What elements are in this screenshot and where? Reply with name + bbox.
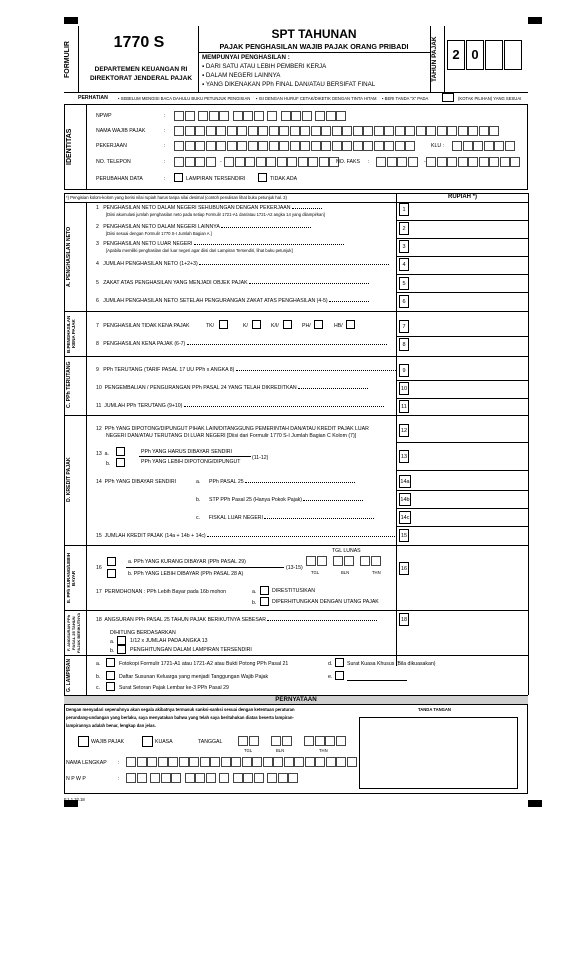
char-cell[interactable] <box>185 773 195 783</box>
char-cell[interactable] <box>374 126 384 136</box>
char-cell[interactable] <box>269 126 279 136</box>
tax-year-digit[interactable]: 0 <box>466 40 484 70</box>
no-change-checkbox[interactable] <box>258 173 267 182</box>
char-cell[interactable] <box>248 126 258 136</box>
line-16a-label: a. PPh YANG KURANG DIBAYAR (PPh PASAL 29) <box>128 559 246 565</box>
registration-mark <box>528 17 542 24</box>
notice-item: (KOTAK PILIHAN) YANG SESUAI <box>458 96 522 101</box>
basis-a-label: 1/12 x JUMLAH PADA ANGKA 13 <box>130 638 208 644</box>
sample-checkbox <box>442 93 454 102</box>
char-cell[interactable] <box>126 757 136 767</box>
tax-year-digit[interactable] <box>485 40 503 70</box>
char-cell[interactable] <box>305 757 315 767</box>
char-cell[interactable] <box>219 111 229 121</box>
char-cell[interactable] <box>336 757 346 767</box>
department: DEPARTEMEN KEUANGAN RI <box>94 66 188 73</box>
char-cell[interactable] <box>209 111 219 121</box>
npwp-label: NPWP <box>96 113 112 119</box>
char-cell[interactable] <box>266 157 276 167</box>
line-18-number: 18 <box>399 613 409 626</box>
char-cell[interactable] <box>254 773 264 783</box>
line-3-label: 3 PENGHASILAN NETO LUAR NEGERI <box>96 241 344 247</box>
line-12-label-cont: NEGERI DAN/ATAU TERUTANG DI LUAR NEGERI [Diisi dari Formulir 1770 S-I Jumlah Bagian C Kolom (7)] <box>106 433 357 439</box>
char-cell[interactable] <box>291 111 301 121</box>
refund-label: DIRESTITUSIKAN <box>272 588 315 594</box>
char-cell[interactable] <box>479 126 489 136</box>
income-type: ▪ DALAM NEGERI LAINNYA <box>202 72 281 79</box>
char-cell[interactable] <box>279 126 289 136</box>
taxpayer-name-label: NAMA WAJIB PAJAK <box>96 128 146 134</box>
char-cell[interactable] <box>408 157 418 167</box>
statement-text: lampirannya adalah benar, lengkap dan jelas. <box>66 723 156 728</box>
line-11-number: 11 <box>399 400 409 413</box>
char-cell[interactable] <box>185 111 195 121</box>
char-cell[interactable] <box>233 773 243 783</box>
char-cell[interactable] <box>242 757 252 767</box>
char-cell[interactable] <box>256 157 266 167</box>
char-cell[interactable] <box>227 126 237 136</box>
char-cell[interactable] <box>174 141 184 151</box>
char-cell[interactable] <box>304 736 314 746</box>
line-1-note: [Diisi akumulasi jumlah penghasilan neto pada setiap Formulir 1721-A1 dan/atau 1721-A2 angka 14 yang dilampirkan] <box>106 212 325 217</box>
char-cell[interactable] <box>325 736 335 746</box>
line-3-number: 3 <box>399 240 409 253</box>
char-cell[interactable] <box>326 111 336 121</box>
char-cell[interactable] <box>206 157 216 167</box>
refund-checkbox[interactable] <box>260 586 269 595</box>
registration-mark <box>64 17 78 24</box>
char-cell[interactable] <box>505 141 515 151</box>
char-cell[interactable] <box>200 757 210 767</box>
income-type: ▪ DARI SATU ATAU LEBIH PEMBERI KERJA <box>202 63 327 70</box>
statement-text: Dengan menyadari sepenuhnya akan segala akibatnya termasuk sanksi-sanksi sesuai dengan ketentuan peraturan <box>66 707 295 712</box>
char-cell[interactable] <box>287 157 297 167</box>
ptkp-ki-box[interactable] <box>283 320 292 329</box>
char-cell[interactable] <box>306 556 316 566</box>
char-cell[interactable] <box>267 111 277 121</box>
line-1-number: 1 <box>399 203 409 216</box>
char-cell[interactable] <box>363 126 373 136</box>
char-cell[interactable] <box>463 141 473 151</box>
line-11-label: 11 JUMLAH PPh TERUTANG (9+10) <box>96 403 384 409</box>
having-income-label: MEMPUNYAI PENGHASILAN : <box>202 54 290 61</box>
overpaid-checkbox[interactable] <box>107 569 116 578</box>
char-cell[interactable] <box>510 157 520 167</box>
line-14b-number: 14b <box>399 493 411 506</box>
attachment-a-checkbox[interactable] <box>106 658 115 667</box>
line-15-number: 15 <box>399 529 409 542</box>
attachment-b-checkbox[interactable] <box>106 671 115 680</box>
attachment-c-label: Surat Setoran Pajak Lembar ke-3 PPh Pasal 29 <box>119 685 229 691</box>
line-10-label: 10 PENGEMBALIAN / PENGURANGAN PPh PASAL 24 YANG TELAH DIKREDITKAN <box>96 385 368 391</box>
char-cell[interactable] <box>150 773 160 783</box>
char-cell[interactable] <box>206 773 216 783</box>
section-f-label: F. ANGSURAN PPh PASAL 25 TAHUN PAJAK BERIKUTNYA <box>66 612 81 654</box>
taxpayer-label: WAJIB PAJAK <box>91 739 125 745</box>
identity-section-label: IDENTITAS <box>66 128 73 166</box>
line-9-label: 9 PPh TERUTANG (TARIF PASAL 17 UU PPh x ANGKA 8) <box>96 367 396 373</box>
tax-year-label: TAHUN PAJAK <box>431 36 438 82</box>
char-cell[interactable] <box>447 157 457 167</box>
ptkp-tk-box[interactable] <box>219 320 228 329</box>
char-cell[interactable] <box>174 126 184 136</box>
char-cell[interactable] <box>290 141 300 151</box>
char-cell[interactable] <box>185 141 195 151</box>
line-4-number: 4 <box>399 258 409 271</box>
section-d-label: D. KREDIT PAJAK <box>66 457 72 503</box>
char-cell[interactable] <box>315 111 325 121</box>
form-title: SPT TAHUNAN <box>271 27 357 41</box>
line-12-number: 12 <box>399 424 409 437</box>
npwp-input[interactable] <box>174 111 347 121</box>
line-2-number: 2 <box>399 222 409 235</box>
date-label: TANGGAL <box>198 739 223 745</box>
calculation-basis-label: DIHITUNG BERDASARKAN <box>110 630 176 636</box>
line-10-number: 10 <box>399 382 409 395</box>
proxy-checkbox[interactable] <box>142 736 153 747</box>
section-g-label: G. LAMPIRAN <box>66 658 72 692</box>
section-a-label: A. PENGHASILAN NETO <box>66 226 72 288</box>
line-13-calc: (11-12) <box>252 455 269 461</box>
line-16b-label: b. PPh YANG LEBIH DIBAYAR (PPh PASAL 28 A) <box>128 571 244 577</box>
char-cell[interactable] <box>267 773 277 783</box>
char-cell[interactable] <box>263 757 273 767</box>
char-cell[interactable] <box>489 126 499 136</box>
char-cell[interactable] <box>290 126 300 136</box>
line-6-label: 6 JUMLAH PENGHASILAN NETO SETELAH PENGURANGAN ZAKAT ATAS PENGHASILAN (4-5) <box>96 298 369 304</box>
line-7-label: 7 PENGHASILAN TIDAK KENA PAJAK <box>96 323 190 329</box>
char-cell[interactable] <box>216 141 226 151</box>
line-16-calc: (13-15) <box>286 565 303 571</box>
char-cell[interactable] <box>426 126 436 136</box>
line-2-label: 2 PENGHASILAN NETO DALAM NEGERI LAINNYA <box>96 224 311 230</box>
char-cell[interactable] <box>321 141 331 151</box>
char-cell[interactable] <box>248 141 258 151</box>
char-cell[interactable] <box>174 157 184 167</box>
tax-year-digit[interactable] <box>504 40 522 70</box>
line-12-label: 12 PPh YANG DIPOTONG/DIPUNGUT PIHAK LAIN/DITANGGUNG PEMERINTAH DAN/ATAU KREDIT PAJAK LUAR <box>96 426 369 432</box>
line-8-number: 8 <box>399 338 409 351</box>
line-16-number: 16 <box>399 562 409 575</box>
attachment-d-checkbox[interactable] <box>335 658 344 667</box>
statement-text: perundang-undangan yang berlaku, saya menyatakan bahwa yang telah saya beritahukan diatas beserta lampiran- <box>66 715 294 720</box>
char-cell[interactable] <box>271 736 281 746</box>
char-cell[interactable] <box>363 141 373 151</box>
char-cell[interactable] <box>342 126 352 136</box>
taxpayer-checkbox[interactable] <box>78 736 89 747</box>
signature-label: TANDA TANGAN <box>418 707 451 712</box>
char-cell[interactable] <box>479 157 489 167</box>
char-cell[interactable] <box>185 126 195 136</box>
char-cell[interactable] <box>437 126 447 136</box>
line-14b-label: b. STP PPh Pasal 25 (Hanya Pokok Pajak) <box>196 497 363 503</box>
income-type: ▪ YANG DIKENAKAN PPh FINAL DAN/ATAU BERSIFAT FINAL <box>202 81 376 88</box>
char-cell[interactable] <box>416 126 426 136</box>
registration-mark <box>528 800 542 807</box>
char-cell[interactable] <box>484 141 494 151</box>
klu-input[interactable] <box>452 141 515 151</box>
attachment-e-checkbox[interactable] <box>335 671 344 680</box>
char-cell[interactable] <box>353 126 363 136</box>
char-cell[interactable] <box>353 141 363 151</box>
klu-label: KLU : <box>431 143 444 149</box>
line-17-label: 17 PERMOHONAN : PPh Lebih Bayar pada 16b mohon <box>96 589 227 595</box>
char-cell[interactable] <box>395 126 405 136</box>
char-cell[interactable] <box>126 773 136 783</box>
signer-npwp-input[interactable] <box>126 773 299 783</box>
char-cell[interactable] <box>437 157 447 167</box>
char-cell[interactable] <box>219 773 229 783</box>
char-cell[interactable] <box>468 126 478 136</box>
char-cell[interactable] <box>147 757 157 767</box>
char-cell[interactable] <box>168 757 178 767</box>
char-cell[interactable] <box>315 736 325 746</box>
char-cell[interactable] <box>174 111 184 121</box>
char-cell[interactable] <box>376 157 386 167</box>
basis-b-checkbox[interactable] <box>117 645 126 654</box>
char-cell[interactable] <box>500 157 510 167</box>
char-cell[interactable] <box>224 157 234 167</box>
char-cell[interactable] <box>344 556 354 566</box>
payment-date-label: TGL LUNAS <box>332 548 361 554</box>
line-13b-label: PPh YANG LEBIH DIPOTONG/DIPUNGUT <box>141 459 241 465</box>
form-number: 1770 S <box>113 34 165 51</box>
char-cell[interactable] <box>294 757 304 767</box>
occupation-input[interactable] <box>174 141 416 151</box>
char-cell[interactable] <box>494 141 504 151</box>
proxy-label: KUASA <box>155 739 173 745</box>
char-cell[interactable] <box>233 111 243 121</box>
char-cell[interactable] <box>384 141 394 151</box>
line-2-note: [Diisi sesuai dengan Formulir 1770 S-I Jumlah Bagian A ] <box>106 231 212 236</box>
occupation-label: PEKERJAAN <box>96 143 127 149</box>
char-cell[interactable] <box>258 126 268 136</box>
line-1-label: 1 PENGHASILAN NETO DALAM NEGERI SEHUBUNGAN DENGAN PEKERJAAN <box>96 205 322 211</box>
signature-date-input[interactable] <box>238 736 346 746</box>
char-cell[interactable] <box>206 141 216 151</box>
char-cell[interactable] <box>395 141 405 151</box>
line-14a-number: 14a <box>399 475 411 488</box>
line-13-prefix: 13 a. <box>96 451 109 457</box>
signature-box[interactable] <box>359 717 518 789</box>
section-e-label: E. PPh KURANG/LEBIH BAYAR <box>66 553 76 604</box>
line-9-number: 9 <box>399 364 409 377</box>
char-cell[interactable] <box>185 157 195 167</box>
data-change-label: PERUBAHAN DATA <box>96 176 143 182</box>
char-cell[interactable] <box>235 157 245 167</box>
rupiah-header: RUPIAH *) <box>448 194 478 200</box>
char-cell[interactable] <box>302 111 312 121</box>
char-cell[interactable] <box>278 773 288 783</box>
fax-input[interactable] <box>376 157 521 167</box>
tax-payable-checkbox[interactable] <box>116 447 125 456</box>
char-cell[interactable] <box>300 126 310 136</box>
payment-date-input[interactable] <box>306 556 381 566</box>
ptkp-k-box[interactable] <box>252 320 261 329</box>
line-14-label: 14 PPh YANG DIBAYAR SENDIRI <box>96 479 177 485</box>
form-code: F.1.1.32.18 <box>64 797 85 802</box>
char-cell[interactable] <box>206 126 216 136</box>
line-3-note: [Apabila memiliki penghasilan dari luar negeri agar diisi dari Lampiran Tersendiri, lihat buku petunjuk] <box>106 248 293 253</box>
char-cell[interactable] <box>179 757 189 767</box>
char-cell[interactable] <box>473 141 483 151</box>
char-cell[interactable] <box>321 126 331 136</box>
char-cell[interactable] <box>195 773 205 783</box>
offset-label: DIPERHITUNGKAN DENGAN UTANG PAJAK <box>272 599 379 605</box>
tax-overpaid-checkbox[interactable] <box>116 458 125 467</box>
char-cell[interactable] <box>221 757 231 767</box>
line-5-number: 5 <box>399 277 409 290</box>
notice-item: ▪ ISI DENGAN HURUF CETAK/DIKETIK DENGAN TINTA HITAM <box>256 96 377 101</box>
char-cell[interactable] <box>195 141 205 151</box>
line-7-number: 7 <box>399 320 409 333</box>
line-14c-number: 14c <box>399 511 411 524</box>
phone-input[interactable] <box>174 157 340 167</box>
char-cell[interactable] <box>319 157 329 167</box>
char-cell[interactable] <box>489 157 499 167</box>
char-cell[interactable] <box>254 111 264 121</box>
signer-npwp-label: N P W P <box>66 776 86 782</box>
char-cell[interactable] <box>342 141 352 151</box>
char-cell[interactable] <box>269 141 279 151</box>
char-cell[interactable] <box>336 736 346 746</box>
char-cell[interactable] <box>452 141 462 151</box>
char-cell[interactable] <box>300 141 310 151</box>
char-cell[interactable] <box>308 157 318 167</box>
tax-year-digit[interactable]: 2 <box>447 40 465 70</box>
ptkp-ph-box[interactable] <box>314 320 323 329</box>
char-cell[interactable] <box>284 757 294 767</box>
char-cell[interactable] <box>397 157 407 167</box>
notice-bar <box>64 93 528 103</box>
char-cell[interactable] <box>238 736 248 746</box>
char-cell[interactable] <box>171 773 181 783</box>
char-cell[interactable] <box>249 736 259 746</box>
char-cell[interactable] <box>210 757 220 767</box>
phone-label: NO. TELEPON <box>96 159 131 165</box>
char-cell[interactable] <box>360 556 370 566</box>
instruction-note: *) Pengisian kolom-kolom yang berisi nilai rupiah harus tanpa nilai desimal (contoh penulisan lihat buku petunjuk hal. 3) <box>66 195 287 200</box>
char-cell[interactable] <box>333 556 343 566</box>
line-6-number: 6 <box>399 295 409 308</box>
notice-item: ▪ SEBELUM MENGISI BACA DAHULU BUKU PETUNJUK PENGISIAN <box>118 96 251 101</box>
char-cell[interactable] <box>384 126 394 136</box>
char-cell[interactable] <box>216 126 226 136</box>
char-cell[interactable] <box>371 556 381 566</box>
attachment-b-label: Daftar Susunan Keluarga yang menjadi Tanggungan Wajib Pajak <box>119 674 269 680</box>
char-cell[interactable] <box>195 126 205 136</box>
char-cell[interactable] <box>158 757 168 767</box>
char-cell[interactable] <box>227 141 237 151</box>
line-13-number: 13 <box>399 450 409 463</box>
char-cell[interactable] <box>405 141 415 151</box>
char-cell[interactable] <box>277 157 287 167</box>
side-label: FORMULIR <box>64 41 71 79</box>
char-cell[interactable] <box>332 126 342 136</box>
underpaid-checkbox[interactable] <box>107 557 116 566</box>
char-cell[interactable] <box>447 126 457 136</box>
line-8-label: 8 PENGHASILAN KENA PAJAK (6-7) <box>96 341 387 347</box>
form-subtitle: PAJAK PENGHASILAN WAJIB PAJAK ORANG PRIBADI <box>219 42 409 51</box>
line-16-prefix: 16 <box>96 565 102 571</box>
separate-attachment-checkbox[interactable] <box>174 173 183 182</box>
char-cell[interactable] <box>279 141 289 151</box>
char-cell[interactable] <box>315 757 325 767</box>
char-cell[interactable] <box>332 141 342 151</box>
statement-title: PERNYATAAN <box>64 696 528 704</box>
char-cell[interactable] <box>252 757 262 767</box>
ptkp-hb-box[interactable] <box>346 320 355 329</box>
char-cell[interactable] <box>243 111 253 121</box>
char-cell[interactable] <box>387 157 397 167</box>
char-cell[interactable] <box>137 757 147 767</box>
char-cell[interactable] <box>405 126 415 136</box>
char-cell[interactable] <box>317 556 327 566</box>
char-cell[interactable] <box>458 157 468 167</box>
notice-item: ▪ BERI TANDA "X" PADA <box>382 96 429 101</box>
char-cell[interactable] <box>195 157 205 167</box>
taxpayer-name-input[interactable] <box>174 126 500 136</box>
offset-checkbox[interactable] <box>260 597 269 606</box>
char-cell[interactable] <box>237 141 247 151</box>
char-cell[interactable] <box>458 126 468 136</box>
section-b-label: B.PENGHASILAN KENA PAJAK <box>66 315 76 353</box>
attachment-c-checkbox[interactable] <box>106 682 115 691</box>
line-18-label: 18 ANGSURAN PPh PASAL 25 TAHUN PAJAK BERIKUTNYA SEBESAR <box>96 617 377 623</box>
char-cell[interactable] <box>198 111 208 121</box>
char-cell[interactable] <box>298 157 308 167</box>
char-cell[interactable] <box>311 126 321 136</box>
line-14c-label: c. FISKAL LUAR NEGERI <box>196 515 374 521</box>
char-cell[interactable] <box>468 157 478 167</box>
char-cell[interactable] <box>245 157 255 167</box>
full-name-label: NAMA LENGKAP <box>66 760 107 766</box>
char-cell[interactable] <box>282 736 292 746</box>
full-name-input[interactable] <box>126 757 357 767</box>
directorate: DIREKTORAT JENDERAL PAJAK <box>89 75 193 82</box>
char-cell[interactable] <box>189 757 199 767</box>
char-cell[interactable] <box>258 141 268 151</box>
char-cell[interactable] <box>347 757 357 767</box>
basis-a-checkbox[interactable] <box>117 636 126 645</box>
line-13a-label: PPh YANG HARUS DIBAYAR SENDIRI <box>141 449 232 455</box>
basis-b-label: PENGHITUNGAN DALAM LAMPIRAN TERSENDIRI <box>130 647 252 653</box>
char-cell[interactable] <box>374 141 384 151</box>
char-cell[interactable] <box>326 757 336 767</box>
char-cell[interactable] <box>426 157 436 167</box>
char-cell[interactable] <box>237 126 247 136</box>
attachment-d-label: Surat Kuasa Khusus (Bila dikuasakan) <box>347 661 436 667</box>
char-cell[interactable] <box>243 773 253 783</box>
notice-label: PERHATIAN <box>78 95 108 101</box>
char-cell[interactable] <box>336 111 346 121</box>
fax-label: NO. FAKS <box>336 159 360 165</box>
char-cell[interactable] <box>161 773 171 783</box>
char-cell[interactable] <box>137 773 147 783</box>
char-cell[interactable] <box>231 757 241 767</box>
char-cell[interactable] <box>273 757 283 767</box>
attachment-a-label: Fotokopi Formulir 1721-A1 atau 1721-A2 atau Bukti Potong PPh Pasal 21 <box>119 661 289 667</box>
char-cell[interactable] <box>288 773 298 783</box>
line-15-label: 15 JUMLAH KREDIT PAJAK (14a + 14b + 14c) <box>96 533 397 539</box>
line-14a-label: a. PPh PASAL 25 <box>196 479 355 485</box>
char-cell[interactable] <box>281 111 291 121</box>
line-5-label: 5 ZAKAT ATAS PENGHASILAN YANG MENJADI OBJEK PAJAK <box>96 280 369 286</box>
line-4-label: 4 JUMLAH PENGHASILAN NETO (1+2+3) <box>96 261 389 267</box>
char-cell[interactable] <box>311 141 321 151</box>
section-c-label: C. PPh TERUTANG <box>66 361 72 409</box>
